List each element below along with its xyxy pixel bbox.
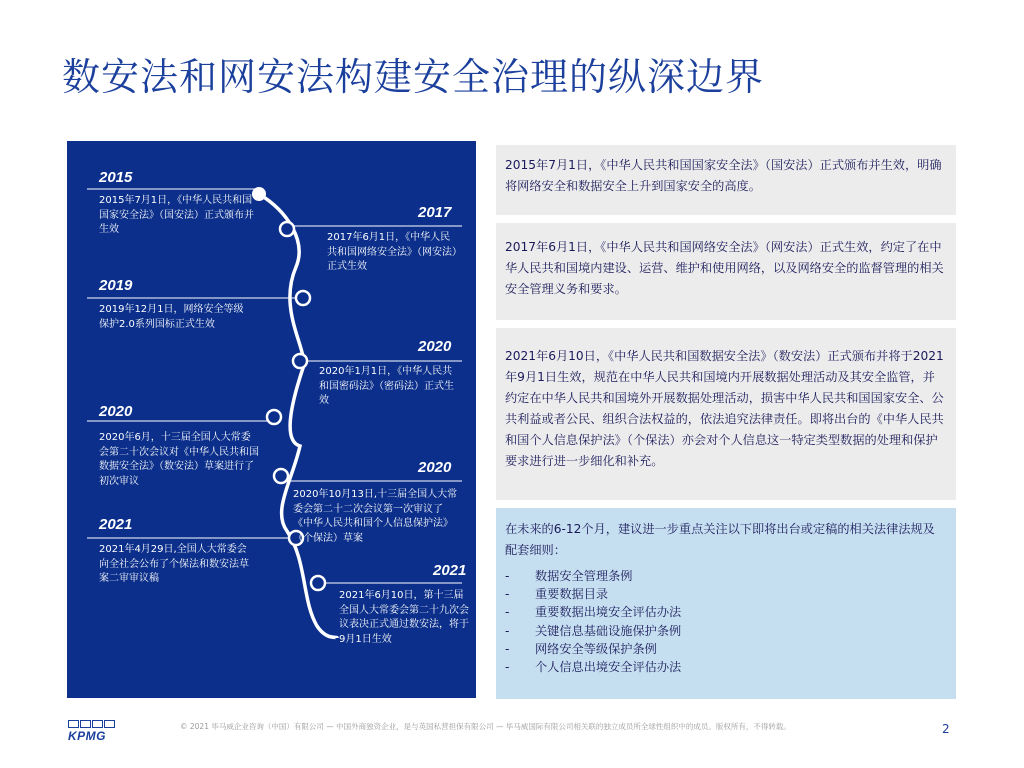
kpmg-logo [68, 720, 118, 746]
timeline-node [311, 576, 325, 590]
timeline-node [296, 291, 310, 305]
timeline-event-text: 2020年10月13日,十三届全国人大常委会第二十二次会议第一次审议了《中华人民共和国个人信息保护法》（个保法）草案 [293, 489, 458, 544]
bullet-dash: - [505, 623, 510, 638]
list-item: - 数据安全管理条例 [505, 567, 944, 585]
list-item: - 重要数据目录 [505, 585, 944, 603]
timeline-event-text: 2020年6月，十三届全国人大常委会第二十次会议对《中华人民共和国数据安全法》（数安法）草案进行了初次审议 [99, 432, 259, 487]
panel-text: 2017年6月1日，《中华人民共和国网络安全法》（网安法）正式生效，约定了在中华人民共和国境内建设、运营、维护和使用网络，以及网络安全的监督管理的相关安全管理义务和要求。 [505, 240, 944, 296]
timeline-node [280, 222, 294, 236]
bullet-dash: - [505, 587, 510, 602]
page-number: 2 [942, 722, 950, 736]
info-panel-2015 [496, 145, 956, 215]
timeline-event-text: 2021年4月29日,全国人大常委会向全社会公布了个保法和数安法草案二审审议稿 [99, 544, 249, 584]
timeline-year: 2019 [99, 277, 133, 294]
timeline-node [267, 410, 281, 424]
list-item: - 重要数据出境安全评估办法 [505, 603, 944, 621]
bullet-dash: - [505, 605, 510, 620]
list-item: - 个人信息出境安全评估办法 [505, 658, 944, 676]
timeline-year: 2017 [418, 204, 452, 221]
timeline-node [274, 469, 288, 483]
timeline-year: 2020 [418, 459, 452, 476]
timeline-year: 2021 [433, 562, 467, 579]
timeline-year: 2020 [418, 338, 452, 355]
logo-text: KPMG [68, 729, 106, 743]
copyright-text: © 2021 毕马威企业咨询（中国）有限公司 — 中国外商独资企业，是与英国私营担保有限公司 — 毕马威国际有限公司相关联的独立成员所全球性组织中的成员。版权所有，不得转载。 [180, 722, 791, 731]
info-panel-2017 [496, 223, 956, 320]
list-item: - 关键信息基础设施保护条例 [505, 622, 944, 640]
recommendation-list [505, 567, 944, 676]
timeline-event-text: 2021年6月10日，第十三届全国人大常委会第二十九次会议表决正式通过数安法，将于9月1日生效 [339, 590, 469, 645]
panel-text: 2015年7月1日，《中华人民共和国国家安全法》（国安法）正式颁布并生效，明确将网络安全和数据安全上升到国家安全的高度。 [505, 158, 942, 193]
logo-boxes [68, 720, 118, 728]
timeline-year: 2021 [99, 516, 133, 533]
info-panel-2021 [496, 328, 956, 500]
timeline-event-text: 2020年1月1日，《中华人民共和国密码法》（密码法）正式生效 [319, 366, 454, 406]
timeline-event-text: 2017年6月1日，《中华人民共和国网络安全法》（网安法）正式生效 [327, 232, 457, 272]
timeline-event-text: 2015年7月1日，《中华人民共和国国家安全法》（国安法）正式颁布并生效 [99, 195, 254, 235]
bullet-dash: - [505, 641, 510, 656]
page-title: 数安法和网安法构建安全治理的纵深边界 [62, 55, 765, 99]
recommendation-intro: 在未来的6-12个月，建议进一步重点关注以下即将出台或定稿的相关法律法规及配套细则： [505, 522, 935, 557]
timeline-event-text: 2019年12月1日，网络安全等级保护2.0系列国标正式生效 [99, 304, 244, 330]
timeline-year: 2015 [99, 169, 133, 186]
bullet-dash: - [505, 660, 510, 675]
panel-text: 2021年6月10日，《中华人民共和国数据安全法》（数安法）正式颁布并将于2021年9月1日生效，规范在中华人民共和国境内开展数据处理活动及其安全监管，并约定在中华人民共和国境外开展数据处理活动，损害中华人民共和国国家安全、公共利益或者公民、组织合法权益的，依法追究法律责任。即将出台的《中华人民共和国个人信息保护法》（个保法）亦会对个人信息这一特定类型数据的处理和保护要求进行进一步细化和补充。 [505, 349, 944, 468]
recommendation-panel [496, 508, 956, 699]
timeline-panel [67, 141, 476, 698]
timeline-node [293, 354, 307, 368]
timeline-year: 2020 [99, 403, 133, 420]
list-item: - 网络安全等级保护条例 [505, 640, 944, 658]
bullet-dash: - [505, 569, 510, 583]
